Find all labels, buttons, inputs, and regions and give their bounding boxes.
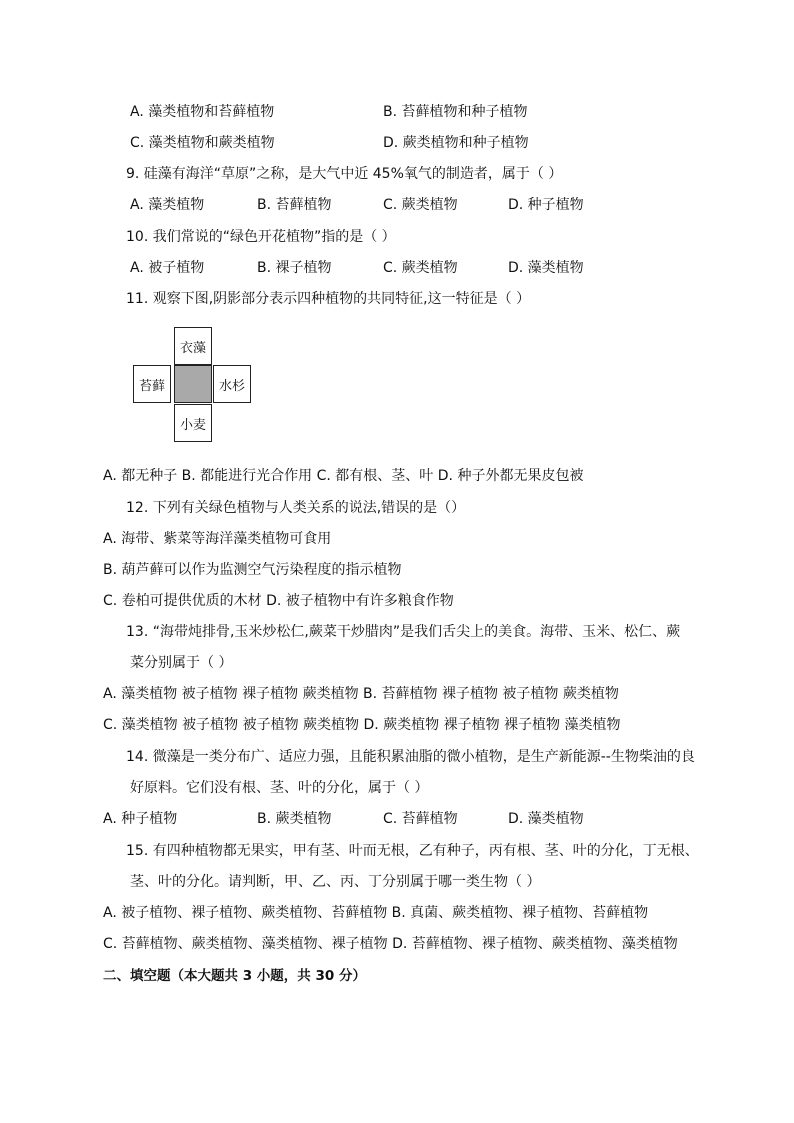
section-heading: 二、填空题（本大题共 3 小题，共 30 分）: [103, 968, 366, 984]
q14-stem-line1: 14. 微藻是一类分布广、适应力强，且能积累油脂的微小植物，是生产新能源--生物柴油的良: [126, 749, 695, 765]
q10-option-a: A. 被子植物: [130, 260, 205, 276]
q11-options: A. 都无种子 B. 都能进行光合作用 C. 都有根、茎、叶 D. 种子外都无果皮包被: [103, 468, 584, 484]
q9-option-d: D. 种子植物: [508, 197, 584, 213]
q10-option-b: B. 裸子植物: [257, 260, 332, 276]
q15-options-cd: C. 苔藓植物、蕨类植物、藻类植物、裸子植物 D. 苔藓植物、裸子植物、蕨类植物、藻类植物: [103, 936, 678, 952]
q9-option-c: C. 蕨类植物: [383, 197, 458, 213]
q14-stem-line2: 好原料。它们没有根、茎、叶的分化，属于（ ）: [130, 780, 429, 796]
q14-option-a: A. 种子植物: [103, 811, 178, 827]
q9-stem: 9. 硅藻有海洋“草原”之称，是大气中近 45%氧气的制造者，属于（ ）: [126, 166, 563, 182]
q8-option-c: C. 藻类植物和蕨类植物: [130, 135, 275, 151]
q13-options-cd: C. 藻类植物 被子植物 被子植物 蕨类植物 D. 蕨类植物 裸子植物 裸子植物 藻类植物: [103, 717, 621, 733]
q14-option-d: D. 藻类植物: [508, 811, 584, 827]
q12-options-cd: C. 卷柏可提供优质的木材 D. 被子植物中有许多粮食作物: [103, 593, 454, 609]
q14-option-b: B. 蕨类植物: [257, 811, 332, 827]
diagram-cell-left: 苔藓: [133, 365, 171, 403]
q14-option-c: C. 苔藓植物: [383, 811, 458, 827]
q9-option-a: A. 藻类植物: [130, 197, 205, 213]
q12-option-a: A. 海带、紫菜等海洋藻类植物可食用: [103, 531, 332, 547]
q11-stem: 11. 观察下图,阴影部分表示四种植物的共同特征,这一特征是（ ）: [126, 291, 531, 307]
q11-cross-diagram: [133, 327, 253, 443]
diagram-cell-bottom: 小麦: [174, 404, 212, 442]
q10-stem: 10. 我们常说的“绿色开花植物”指的是（ ）: [126, 229, 396, 245]
q8-option-d: D. 蕨类植物和种子植物: [383, 135, 529, 151]
q13-options-ab: A. 藻类植物 被子植物 裸子植物 蕨类植物 B. 苔藓植物 裸子植物 被子植物 蕨类植物: [103, 686, 619, 702]
q12-stem: 12. 下列有关绿色植物与人类关系的说法,错误的是（）: [126, 500, 466, 516]
q15-options-ab: A. 被子植物、裸子植物、蕨类植物、苔藓植物 B. 真菌、蕨类植物、裸子植物、苔藓植物: [103, 905, 649, 921]
q15-stem-line2: 茎、叶的分化。请判断，甲、乙、丙、丁分别属于哪一类生物（ ）: [130, 874, 541, 890]
q8-option-a: A. 藻类植物和苔藓植物: [130, 104, 275, 120]
q8-option-b: B. 苔藓植物和种子植物: [383, 104, 528, 120]
q13-stem-line2: 菜分别属于（ ）: [130, 655, 233, 671]
q10-option-c: C. 蕨类植物: [383, 260, 458, 276]
q12-option-b: B. 葫芦藓可以作为监测空气污染程度的指示植物: [103, 562, 402, 578]
diagram-cell-right: 水杉: [213, 365, 251, 403]
diagram-cell-top: 衣藻: [174, 327, 212, 365]
q15-stem-line1: 15. 有四种植物都无果实，甲有茎、叶而无根，乙有种子，丙有根、茎、叶的分化，丁无根、: [126, 843, 699, 859]
q13-stem-line1: 13. “海带炖排骨,玉米炒松仁,蕨菜干炒腊肉”是我们舌尖上的美食。海带、玉米、松仁、蕨: [126, 624, 681, 640]
diagram-shaded-center: [174, 365, 212, 403]
q9-option-b: B. 苔藓植物: [257, 197, 332, 213]
q10-option-d: D. 藻类植物: [508, 260, 584, 276]
